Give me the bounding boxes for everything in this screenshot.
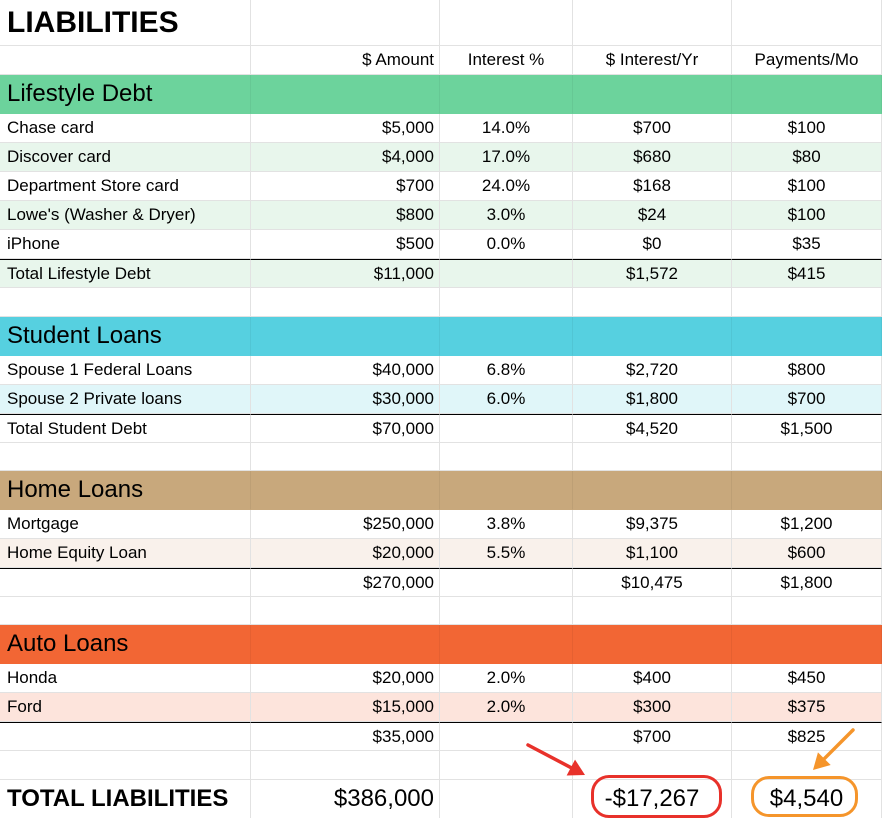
interest-rate-cell[interactable]: 6.8% xyxy=(440,356,573,385)
section-title[interactable]: Student Loans xyxy=(0,317,251,356)
payments-per-month-header[interactable]: Payments/Mo xyxy=(732,46,882,75)
total-label[interactable]: Total Lifestyle Debt xyxy=(0,259,251,288)
amount-cell[interactable]: $4,000 xyxy=(251,143,440,172)
payment-per-month-cell[interactable]: $1,200 xyxy=(732,510,882,539)
amount-header[interactable]: $ Amount xyxy=(251,46,440,75)
payment-per-month-cell[interactable]: $450 xyxy=(732,664,882,693)
amount-cell[interactable]: $15,000 xyxy=(251,693,440,722)
orange-arrow-icon xyxy=(813,730,853,770)
total-amount[interactable]: $270,000 xyxy=(251,568,440,597)
interest-rate-cell[interactable]: 17.0% xyxy=(440,143,573,172)
red-arrow-icon xyxy=(528,745,585,776)
interest-per-year-cell[interactable]: $9,375 xyxy=(573,510,732,539)
interest-rate-cell[interactable]: 5.5% xyxy=(440,539,573,568)
total-interest-per-year[interactable]: $1,572 xyxy=(573,259,732,288)
row-label[interactable]: Honda xyxy=(0,664,251,693)
total-payments-per-month[interactable]: $1,800 xyxy=(732,568,882,597)
section-title[interactable]: Home Loans xyxy=(0,471,251,510)
amount-cell[interactable]: $30,000 xyxy=(251,385,440,414)
row-label[interactable]: Discover card xyxy=(0,143,251,172)
amount-cell[interactable]: $20,000 xyxy=(251,664,440,693)
interest-rate-cell[interactable]: 2.0% xyxy=(440,664,573,693)
total-payments-per-month[interactable]: $825 xyxy=(732,722,882,751)
interest-per-year-cell[interactable]: $300 xyxy=(573,693,732,722)
interest-per-year-cell[interactable]: $700 xyxy=(573,114,732,143)
total-label[interactable]: Total Student Debt xyxy=(0,414,251,443)
interest-rate-header[interactable]: Interest % xyxy=(440,46,573,75)
total-interest-per-year[interactable]: $10,475 xyxy=(573,568,732,597)
grand-total-amount[interactable]: $386,000 xyxy=(251,780,440,818)
payment-per-month-cell[interactable]: $100 xyxy=(732,201,882,230)
grand-total-payments-per-month[interactable]: $4,540 xyxy=(732,780,882,818)
interest-per-year-cell[interactable]: $1,100 xyxy=(573,539,732,568)
payment-per-month-cell[interactable]: $100 xyxy=(732,114,882,143)
interest-per-year-cell[interactable]: $680 xyxy=(573,143,732,172)
interest-per-year-header[interactable]: $ Interest/Yr xyxy=(573,46,732,75)
interest-per-year-cell[interactable]: $168 xyxy=(573,172,732,201)
section-title[interactable]: Auto Loans xyxy=(0,625,251,664)
row-label[interactable]: Lowe's (Washer & Dryer) xyxy=(0,201,251,230)
amount-cell[interactable]: $20,000 xyxy=(251,539,440,568)
row-label[interactable]: iPhone xyxy=(0,230,251,259)
payment-per-month-cell[interactable]: $35 xyxy=(732,230,882,259)
total-payments-per-month[interactable]: $415 xyxy=(732,259,882,288)
amount-cell[interactable]: $500 xyxy=(251,230,440,259)
grand-total-label[interactable]: TOTAL LIABILITIES xyxy=(0,780,251,818)
row-label[interactable]: Chase card xyxy=(0,114,251,143)
amount-cell[interactable]: $250,000 xyxy=(251,510,440,539)
payment-per-month-cell[interactable]: $800 xyxy=(732,356,882,385)
section-title[interactable]: Lifestyle Debt xyxy=(0,75,251,114)
total-amount[interactable]: $11,000 xyxy=(251,259,440,288)
grand-total-interest-per-year[interactable]: -$17,267 xyxy=(573,780,732,818)
total-amount[interactable]: $35,000 xyxy=(251,722,440,751)
interest-rate-cell[interactable]: 14.0% xyxy=(440,114,573,143)
total-amount[interactable]: $70,000 xyxy=(251,414,440,443)
interest-per-year-cell[interactable]: $1,800 xyxy=(573,385,732,414)
total-interest-per-year[interactable]: $4,520 xyxy=(573,414,732,443)
interest-per-year-cell[interactable]: $2,720 xyxy=(573,356,732,385)
interest-rate-cell[interactable]: 6.0% xyxy=(440,385,573,414)
row-label[interactable]: Home Equity Loan xyxy=(0,539,251,568)
payment-per-month-cell[interactable]: $80 xyxy=(732,143,882,172)
interest-rate-cell[interactable]: 2.0% xyxy=(440,693,573,722)
total-payments-per-month[interactable]: $1,500 xyxy=(732,414,882,443)
amount-cell[interactable]: $5,000 xyxy=(251,114,440,143)
total-interest-per-year[interactable]: $700 xyxy=(573,722,732,751)
interest-rate-cell[interactable]: 3.8% xyxy=(440,510,573,539)
payment-per-month-cell[interactable]: $600 xyxy=(732,539,882,568)
interest-rate-cell[interactable]: 3.0% xyxy=(440,201,573,230)
interest-per-year-cell[interactable]: $400 xyxy=(573,664,732,693)
amount-cell[interactable]: $700 xyxy=(251,172,440,201)
row-label[interactable]: Department Store card xyxy=(0,172,251,201)
amount-cell[interactable]: $800 xyxy=(251,201,440,230)
sheet-title[interactable]: LIABILITIES xyxy=(0,0,251,46)
payment-per-month-cell[interactable]: $375 xyxy=(732,693,882,722)
row-label[interactable]: Spouse 2 Private loans xyxy=(0,385,251,414)
interest-per-year-cell[interactable]: $24 xyxy=(573,201,732,230)
row-label[interactable]: Spouse 1 Federal Loans xyxy=(0,356,251,385)
interest-rate-cell[interactable]: 24.0% xyxy=(440,172,573,201)
interest-per-year-cell[interactable]: $0 xyxy=(573,230,732,259)
amount-cell[interactable]: $40,000 xyxy=(251,356,440,385)
interest-rate-cell[interactable]: 0.0% xyxy=(440,230,573,259)
payment-per-month-cell[interactable]: $700 xyxy=(732,385,882,414)
payment-per-month-cell[interactable]: $100 xyxy=(732,172,882,201)
row-label[interactable]: Ford xyxy=(0,693,251,722)
row-label[interactable]: Mortgage xyxy=(0,510,251,539)
